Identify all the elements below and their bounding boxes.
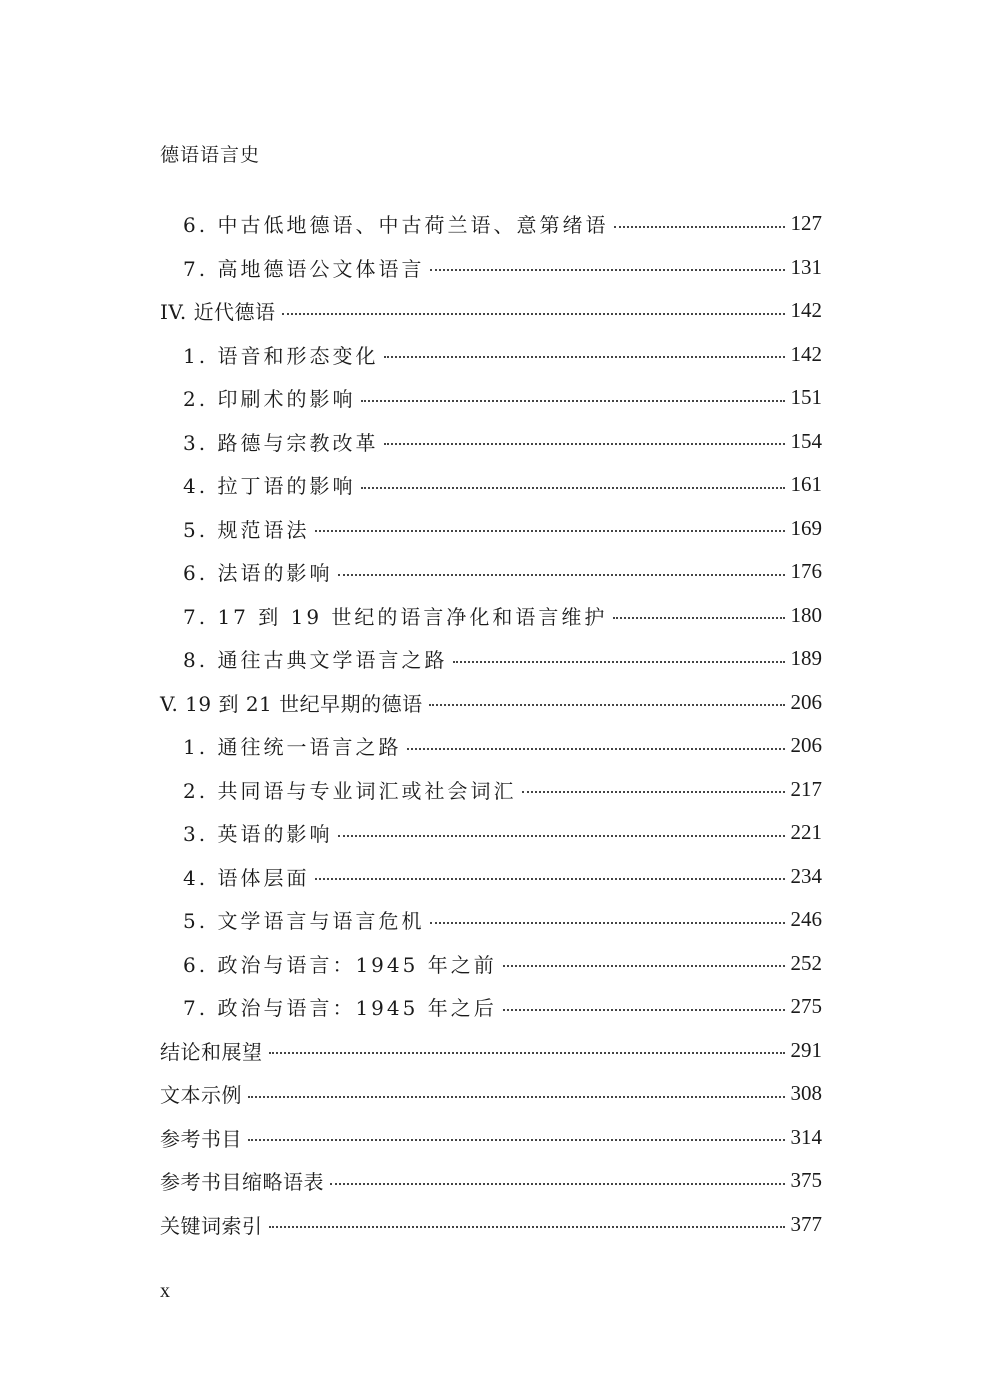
toc-entry-title: 7. 政治与语言：1945 年之后 [183,996,497,1021]
toc-entry-page-number: 246 [790,907,822,932]
dot-leader [248,1139,785,1141]
toc-subsection-entry [160,637,822,681]
toc-section-entry [160,1116,822,1160]
toc-entry-title: 4. 拉丁语的影响 [183,474,356,499]
toc-entry-title: 8. 通往古典文学语言之路 [183,648,448,673]
toc-subsection-entry [160,507,822,551]
dot-leader [315,530,784,532]
toc-subsection-entry [160,724,822,768]
toc-entry-title: 4. 语体层面 [183,865,310,890]
toc-entry-title: 结论和展望 [160,1039,263,1064]
toc-section-entry [160,681,822,725]
running-head: 德语语言史 [160,144,261,166]
toc-entry-title: 1. 语音和形态变化 [183,343,379,368]
dot-leader [503,965,785,967]
dot-leader [614,226,784,228]
toc-entry-page-number: 169 [790,515,822,540]
dot-leader [430,922,784,924]
toc-entry-page-number: 221 [790,820,822,845]
toc-subsection-entry [160,811,822,855]
toc-subsection-entry [160,463,822,507]
toc-entry-page-number: 127 [790,211,822,236]
toc-entry-title: 参考书目 [160,1126,242,1151]
toc-entry-page-number: 142 [790,341,822,366]
dot-leader [338,835,784,837]
dot-leader [384,443,784,445]
toc-entry-title: 5. 文学语言与语言危机 [183,909,425,934]
toc-entry-page-number: 252 [790,950,822,975]
dot-leader [613,617,784,619]
table-of-contents [160,202,822,1246]
toc-entry-title: 2. 印刷术的影响 [183,387,356,412]
dot-leader [503,1009,785,1011]
toc-entry-title: 3. 路德与宗教改革 [183,430,379,455]
dot-leader [248,1096,785,1098]
dot-leader [384,356,784,358]
toc-entry-title: 3. 英语的影响 [183,822,333,847]
toc-entry-page-number: 161 [790,472,822,497]
dot-leader [330,1183,785,1185]
toc-entry-title: 参考书目缩略语表 [160,1170,324,1195]
toc-subsection-entry [160,898,822,942]
toc-subsection-entry [160,333,822,377]
toc-entry-title: 6. 政治与语言：1945 年之前 [183,952,497,977]
toc-section-entry [160,1029,822,1073]
toc-entry-page-number: 142 [790,298,822,323]
toc-entry-title: 7. 17 到 19 世纪的语言净化和语言维护 [183,604,608,629]
toc-subsection-entry [160,420,822,464]
toc-section-entry [160,289,822,333]
dot-leader [429,704,785,706]
dot-leader [430,269,784,271]
toc-entry-page-number: 217 [790,776,822,801]
toc-entry-page-number: 180 [790,602,822,627]
toc-entry-page-number: 189 [790,646,822,671]
dot-leader [361,487,784,489]
toc-entry-page-number: 206 [790,733,822,758]
toc-entry-title: 6. 中古低地德语、中古荷兰语、意第绪语 [183,213,609,238]
toc-entry-page-number: 206 [790,689,822,714]
toc-entry-page-number: 275 [790,994,822,1019]
toc-subsection-entry [160,942,822,986]
toc-subsection-entry [160,376,822,420]
toc-entry-page-number: 154 [790,428,822,453]
dot-leader [361,400,784,402]
dot-leader [338,574,784,576]
toc-section-entry [160,1159,822,1203]
toc-entry-page-number: 234 [790,863,822,888]
toc-subsection-entry [160,594,822,638]
dot-leader [453,661,784,663]
toc-entry-title: 7. 高地德语公文体语言 [183,256,425,281]
toc-entry-page-number: 308 [790,1081,822,1106]
toc-section-entry [160,1072,822,1116]
toc-entry-title: IV. 近代德语 [160,300,276,325]
toc-entry-title: 6. 法语的影响 [183,561,333,586]
toc-subsection-entry [160,246,822,290]
toc-entry-page-number: 151 [790,385,822,410]
dot-leader [315,878,784,880]
toc-subsection-entry [160,768,822,812]
toc-entry-title: 文本示例 [160,1083,242,1108]
toc-entry-page-number: 131 [790,254,822,279]
toc-entry-title: 5. 规范语法 [183,517,310,542]
toc-entry-page-number: 176 [790,559,822,584]
toc-subsection-entry [160,985,822,1029]
toc-entry-title: 2. 共同语与专业词汇或社会词汇 [183,778,517,803]
toc-subsection-entry [160,202,822,246]
toc-subsection-entry [160,550,822,594]
dot-leader [407,748,784,750]
toc-entry-title: V. 19 到 21 世纪早期的德语 [160,691,423,716]
dot-leader [269,1052,785,1054]
toc-entry-title: 1. 通往统一语言之路 [183,735,402,760]
toc-entry-title: 关键词索引 [160,1213,263,1238]
dot-leader [282,313,785,315]
toc-entry-page-number: 375 [790,1168,822,1193]
toc-section-entry [160,1203,822,1247]
toc-entry-page-number: 377 [790,1211,822,1236]
toc-entry-page-number: 314 [790,1124,822,1149]
toc-entry-page-number: 291 [790,1037,822,1062]
dot-leader [522,791,784,793]
page-number: x [160,1280,170,1302]
dot-leader [269,1226,785,1228]
toc-subsection-entry [160,855,822,899]
